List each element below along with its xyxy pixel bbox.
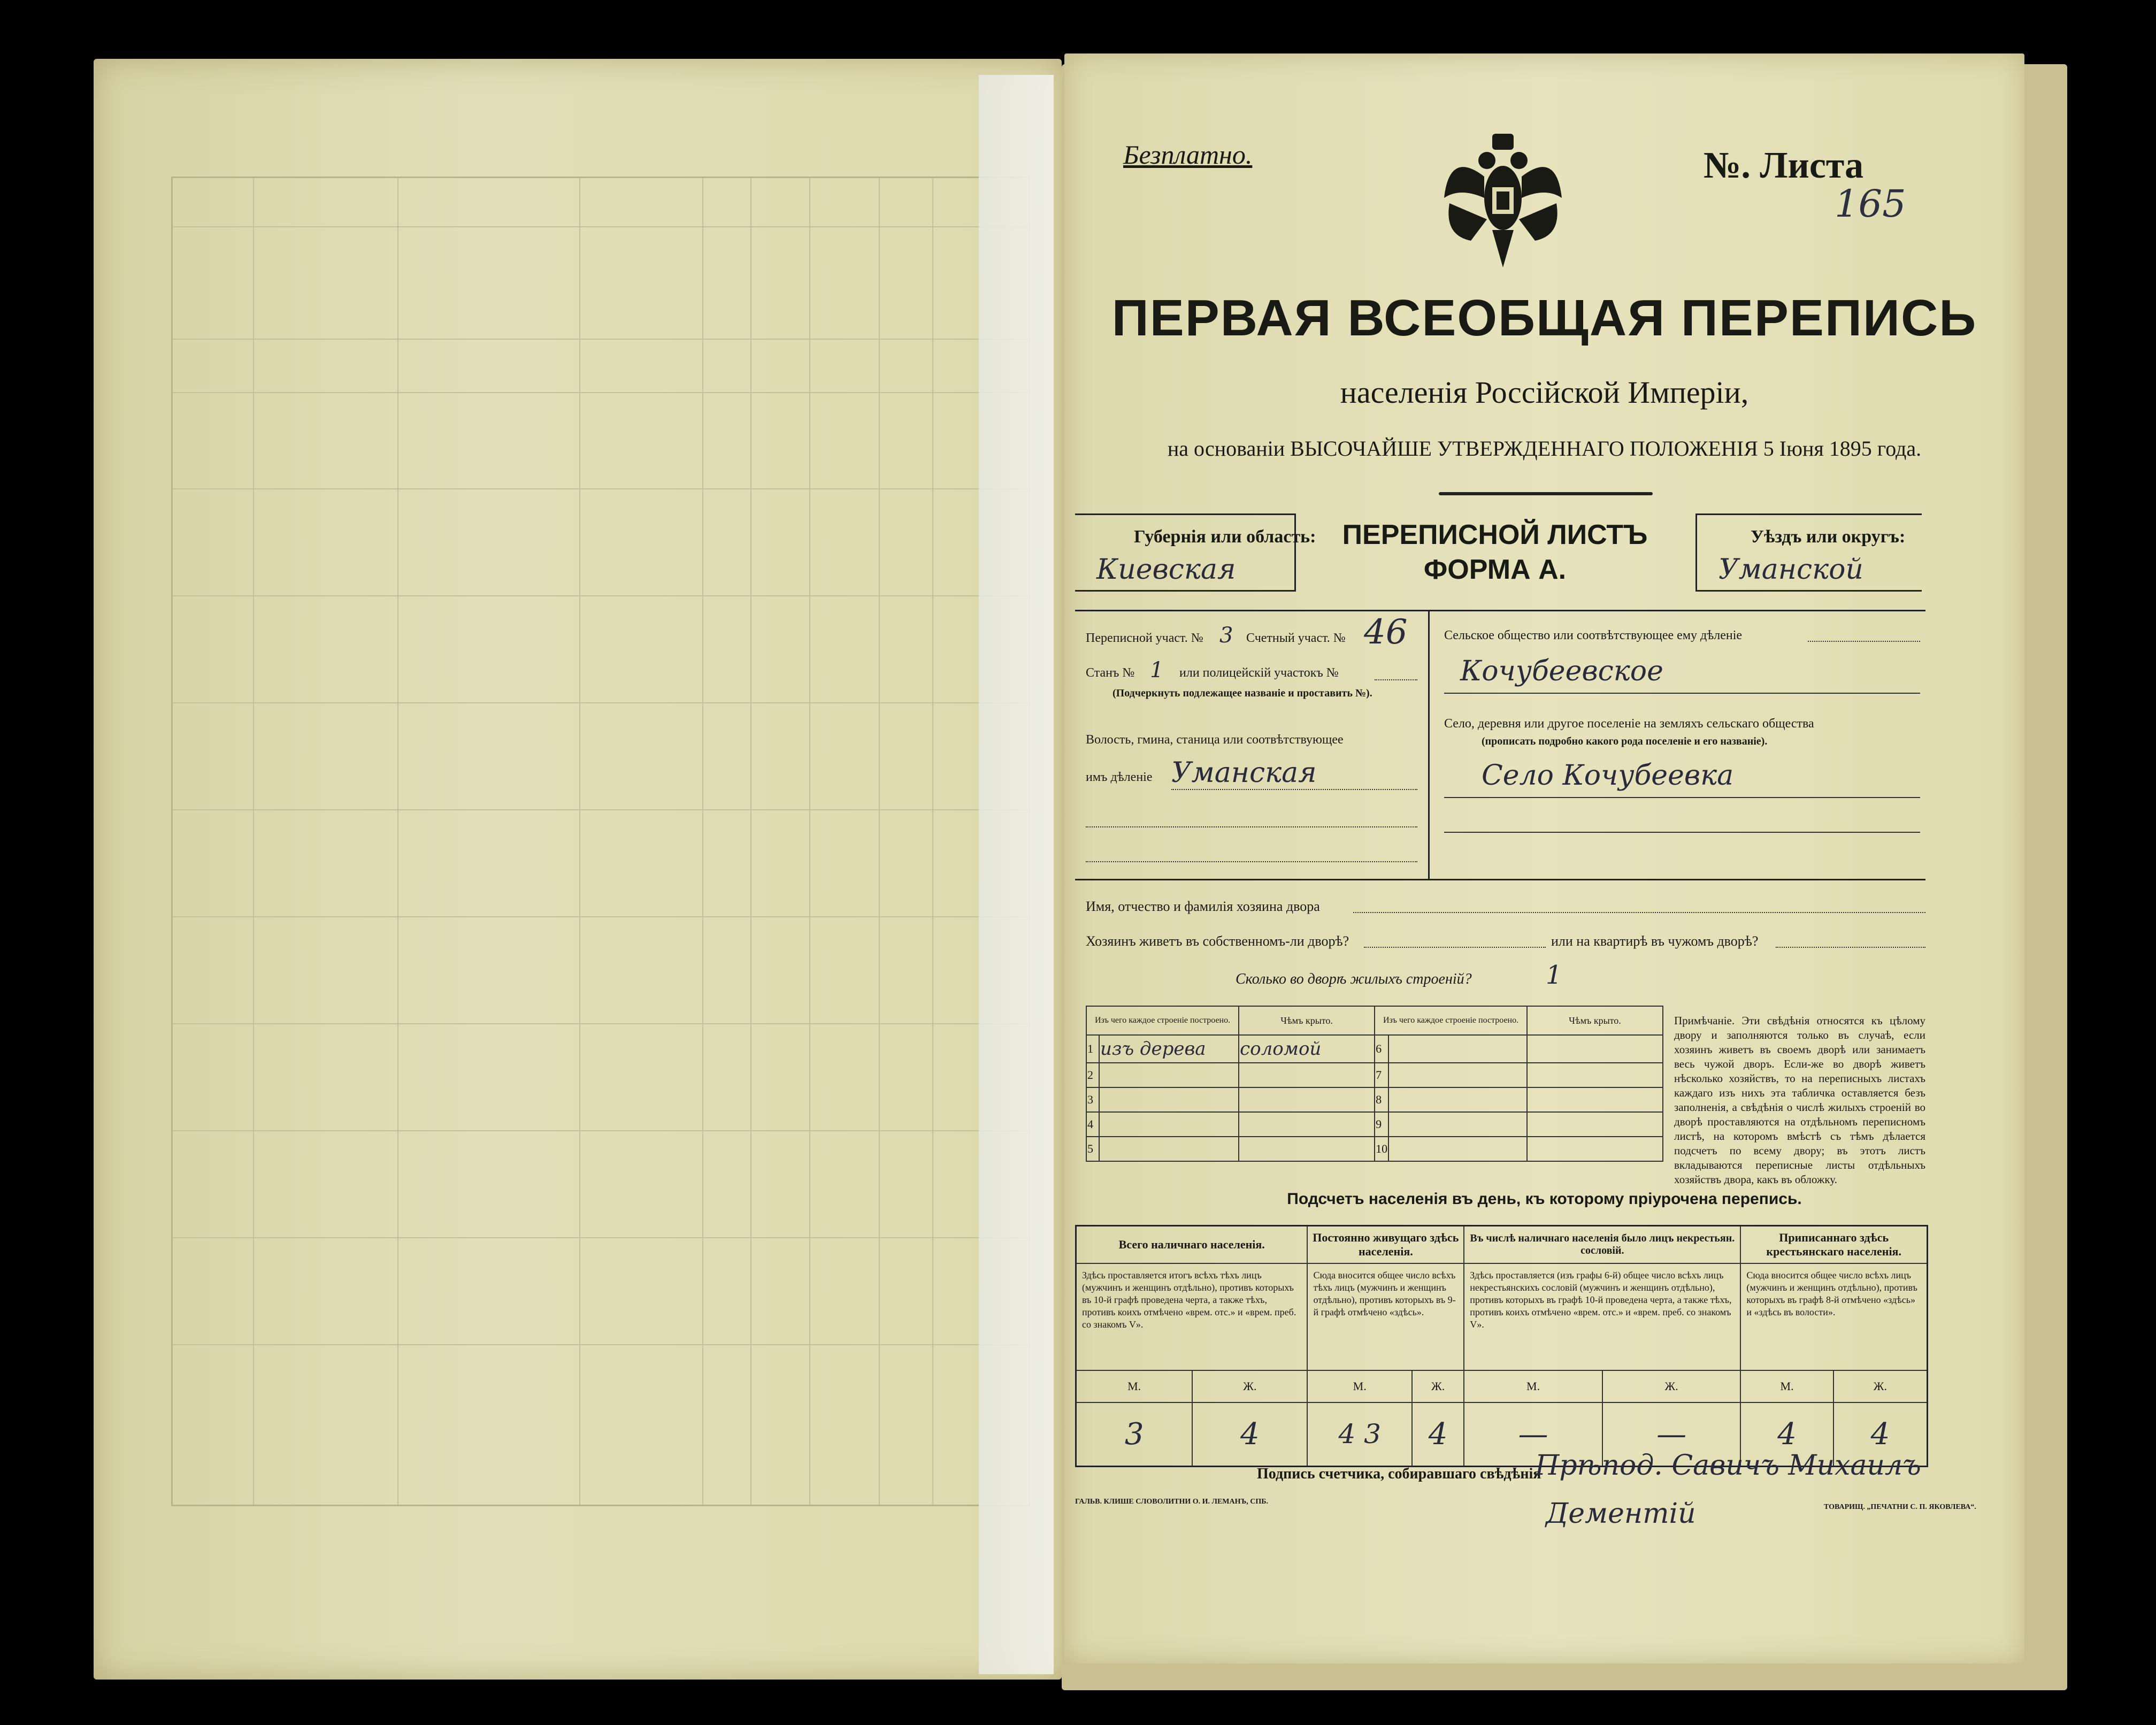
volost-value: Уманская [1171, 757, 1317, 789]
guberniya-box [1075, 513, 1316, 592]
printer-left: ГАЛЬВ. КЛИШЕ СЛОВОЛИТНИ О. И. ЛЕМАНЪ, СПБ. [1075, 1498, 1268, 1506]
count-value: 4 3 [1307, 1402, 1412, 1467]
count-value: — [1602, 1402, 1741, 1467]
row-number: 5 [1086, 1137, 1099, 1161]
village-label: Село, деревня или другое поселеніе на земляхъ сельскаго общества [1444, 717, 1814, 731]
basis-line: на основаніи ВЫСОЧАЙШЕ УТВЕРЖДЕННАГО ПОЛОЖЕНІЯ 5 Іюня 1895 года. [1167, 436, 1922, 461]
col-material-header: Изъ чего каждое строеніе построено. [1086, 1006, 1239, 1035]
census-district-label: Переписной участ. № [1086, 631, 1203, 645]
guberniya-label: Губернія или область: [1134, 527, 1316, 547]
row-number: 7 [1375, 1063, 1388, 1087]
village-value: Село Кочубеевка [1482, 760, 1734, 792]
census-district-value: 3 [1219, 623, 1233, 648]
table-row [1086, 1087, 1663, 1112]
male-label: М. [1464, 1370, 1602, 1402]
fields-divider [1428, 610, 1430, 880]
page-title: ПЕРВАЯ ВСЕОБЩАЯ ПЕРЕПИСЬ [1111, 289, 1977, 347]
female-label: Ж. [1833, 1370, 1928, 1402]
village-note: (прописать подробно какого рода поселеніе и его названіе). [1482, 735, 1768, 747]
sheet-number-handwritten: 165 [1835, 182, 1906, 226]
male-label: М. [1307, 1370, 1412, 1402]
count-col-desc: Сюда вносится общее число всѣхъ тѣхъ лицъ (мужчинъ и женщинъ отдѣльно), противъ которыхъ въ 9-й графѣ отмѣчено «здѣсь». [1307, 1263, 1464, 1370]
form-title-line2: ФОРМА А. [1423, 554, 1567, 585]
row-number: 4 [1086, 1112, 1099, 1137]
count-value: 3 [1076, 1402, 1193, 1467]
uezd-value: Уманской [1718, 554, 1863, 586]
free-label: Безплатно. [1123, 140, 1253, 170]
printer-right: ТОВАРИЩ. „ПЕЧАТНИ С. П. ЯКОВЛЕВА“. [1824, 1503, 1976, 1511]
male-label: М. [1740, 1370, 1833, 1402]
col-material-header-2: Изъ чего каждое строеніе построено. [1375, 1006, 1527, 1035]
census-form-page [1064, 53, 2024, 1663]
table-row [1086, 1035, 1663, 1063]
count-value: 4 [1833, 1402, 1928, 1467]
guberniya-value: Киевская [1096, 554, 1236, 586]
paper-strip [979, 75, 1054, 1674]
volost-label-2: имъ дѣленіе [1086, 770, 1153, 784]
count-table [1075, 1225, 1928, 1467]
buildings-value: 1 [1546, 960, 1562, 990]
buildings-label: Сколько во дворѣ жилыхъ строеній? [1236, 971, 1472, 987]
row-number: 2 [1086, 1063, 1099, 1087]
count-col-title: Всего наличнаго населенія. [1076, 1226, 1308, 1263]
table-row [1086, 1063, 1663, 1087]
female-label: Ж. [1602, 1370, 1741, 1402]
row-number: 6 [1375, 1035, 1388, 1063]
row-number: 8 [1375, 1087, 1388, 1112]
sheet-number-label: №. Листа [1704, 145, 1864, 186]
buildings-table [1086, 1006, 1663, 1162]
row-number: 3 [1086, 1087, 1099, 1112]
society-label: Сельское общество или соотвѣтствующее ему дѣленіе [1444, 628, 1743, 642]
page-subtitle: населенія Россійской Имперіи, [1340, 375, 1749, 410]
count-heading: Подсчетъ населенія въ день, къ которому пріурочена перепись. [1287, 1190, 1802, 1208]
count-col-title: Постоянно живущаго здѣсь населенія. [1307, 1226, 1464, 1263]
volost-label: Волость, гмина, станица или соотвѣтствующее [1086, 733, 1344, 747]
male-label: М. [1076, 1370, 1193, 1402]
row-number: 9 [1375, 1112, 1388, 1137]
uezd-box [1695, 513, 1922, 592]
owner-label: Имя, отчество и фамилія хозяина двора [1086, 899, 1320, 914]
table-row [1086, 1137, 1663, 1161]
police-label: или полицейскій участокъ № [1179, 666, 1339, 680]
form-title-line1: ПЕРЕПИСНОЙ ЛИСТЪ [1342, 519, 1648, 550]
count-col-desc: Сюда вносится общее число всѣхъ лицъ (мужчинъ и женщинъ отдѣльно), противъ которыхъ въ графѣ 8-й отмѣчено «здѣсь» и «здѣсь въ волости». [1740, 1263, 1927, 1370]
counting-district-value: 46 [1364, 612, 1408, 652]
count-col-title: Въ числѣ наличнаго населенія было лицъ некрестьян. сословій. [1464, 1226, 1740, 1263]
ornament-divider [1439, 492, 1653, 495]
count-value: 4 [1192, 1402, 1307, 1467]
double-eagle-emblem-icon [1439, 128, 1567, 273]
counting-district-label: Счетный участ. № [1246, 631, 1346, 645]
lives-label: Хозяинъ живетъ въ собственномъ-ли дворѣ? [1086, 933, 1349, 949]
table-row [1086, 1112, 1663, 1137]
signature-value-2: Дементій [1546, 1498, 1696, 1530]
female-label: Ж. [1412, 1370, 1464, 1402]
material-cell: изъ дерева [1099, 1035, 1239, 1063]
stan-label: Станъ № [1086, 666, 1135, 680]
note-text: Примѣчаніе. Эти свѣдѣнія относятся къ цѣлому двору и заполняются только въ случаѣ, если хозяинъ живетъ въ своемъ дворѣ или занимаетъ весь чужой дворъ. Если-же во дворѣ живетъ нѣсколько хозяйствъ, то на переписныхъ листахъ каждаго изъ нихъ эта табличка оставляется безъ заполненія, а свѣдѣнія о числѣ жилыхъ строеній во дворѣ проставляются на отдѣльномъ переписномъ листѣ, на которомъ вмѣстѣ съ тѣмъ дѣлается подсчетъ по всему двору; въ этотъ листъ вкладываются переписные листы отдѣльныхъ хозяйствъ двора, какъ въ обложку. [1674, 1014, 1925, 1186]
row-number: 1 [1086, 1035, 1099, 1063]
signature-value: Прѣпод. Савичъ Михаилъ [1535, 1450, 1921, 1482]
col-roof-header: Чѣмъ крыто. [1239, 1006, 1375, 1035]
count-value: 4 [1740, 1402, 1833, 1467]
roof-cell: соломой [1239, 1035, 1375, 1063]
underline-note: (Подчеркнуть подлежащее названіе и проставить №). [1112, 687, 1372, 699]
signature-label: Подпись счетчика, собиравшаго свѣдѣнія [1257, 1466, 1541, 1482]
count-col-desc: Здѣсь проставляется (изъ графы 6-й) общее число всѣхъ лицъ некрестьянскихъ сословій (мужчинъ и женщинъ отдѣльно), противъ которыхъ въ графѣ 10-й проведена черта, а также тѣхъ, противъ коихъ отмѣчено «врем. отс.» и «врем. преб. со знакомъ V». [1464, 1263, 1740, 1370]
count-value: — [1464, 1402, 1602, 1467]
uezd-label: Уѣздъ или округъ: [1751, 527, 1906, 547]
society-value: Кочубеевское [1460, 655, 1663, 687]
row-number: 10 [1375, 1137, 1388, 1161]
count-col-title: Приписаннаго здѣсь крестьянскаго населенія. [1740, 1226, 1927, 1263]
count-col-desc: Здѣсь проставляется итогъ всѣхъ тѣхъ лицъ (мужчинъ и женщинъ отдѣльно), противъ которыхъ въ 10-й графѣ проведена черта, а также тѣхъ, противъ коихъ отмѣчено «врем. отс.» и «врем. преб. со знакомъ V». [1076, 1263, 1308, 1370]
col-roof-header-2: Чѣмъ крыто. [1527, 1006, 1663, 1035]
rent-label: или на квартирѣ въ чужомъ дворѣ? [1551, 933, 1759, 949]
female-label: Ж. [1192, 1370, 1307, 1402]
count-value: 4 [1412, 1402, 1464, 1467]
left-page-faded-grid [171, 177, 1030, 1506]
stan-value: 1 [1150, 658, 1164, 683]
